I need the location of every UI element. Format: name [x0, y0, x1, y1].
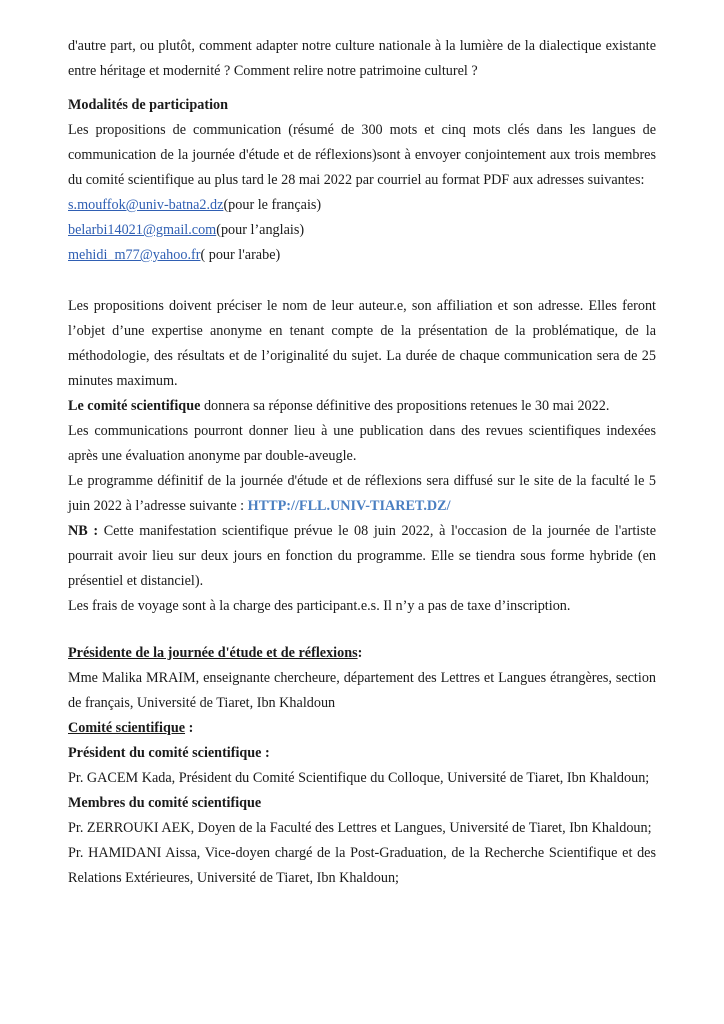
membres-heading: Membres du comité scientifique — [68, 795, 262, 811]
email-note-arabic: ( pour l'arabe) — [200, 247, 281, 263]
presidente-paragraph: Mme Malika MRAIM, enseignante chercheure, département des Lettres et Langues étrangères, section de français, Université de Tiaret, Ibn Khaldoun — [68, 670, 656, 711]
presidente-heading-colon: : — [357, 645, 363, 661]
nb-text: Cette manifestation scientifique prévue le 08 juin 2022, à l'occasion de la journée de l'artiste pourrait avoir lieu sur deux jours en fonction du programme. Elle se tiendra sous forme hybride (en présentiel et distanciel). — [68, 523, 656, 589]
programme-text: Le programme définitif de la journée d'étude et de réflexions sera diffusé sur le site de la faculté le 5 juin 2022 à l’adresse suivante : — [68, 473, 656, 514]
spacer — [68, 619, 656, 641]
membre-item: Pr. HAMIDANI Aissa, Vice-doyen chargé de la Post-Graduation, de la Recherche Scientifique et des Relations Extérieures, Université de Tiaret, Ibn Khaldoun; — [68, 845, 656, 886]
email-link-french[interactable]: s.mouffok@univ-batna2.dz — [68, 197, 224, 213]
faculty-website-link[interactable]: HTTP://FLL.UNIV-TIARET.DZ/ — [247, 498, 451, 514]
email-line-arabic — [68, 243, 656, 268]
comite-response-label: Le comité scientifique — [68, 398, 201, 414]
email-link-english[interactable]: belarbi14021@gmail.com — [68, 222, 217, 238]
nb-paragraph — [68, 519, 656, 594]
comite-response-paragraph — [68, 394, 656, 419]
comite-heading: Comité scientifique — [68, 720, 186, 736]
intro-paragraph: d'autre part, ou plutôt, comment adapter notre culture nationale à la lumière de la dialectique existante entre héritage et modernité ? Comment relire notre patrimoine culturel ? — [68, 38, 656, 79]
email-line-english — [68, 218, 656, 243]
nb-label: NB : — [68, 523, 99, 539]
presidente-heading: Présidente de la journée d'étude et de réflexions — [68, 645, 358, 661]
programme-paragraph — [68, 469, 656, 519]
email-line-french — [68, 193, 656, 218]
propositions-paragraph: Les propositions doivent préciser le nom de leur auteur.e, son affiliation et son adresse. Elles feront l’objet d’une expertise anonyme en tenant compte de la présentation de la problématique, de la méthodologie, des résultats et de l’originalité du sujet. La durée de chaque communication sera de 25 minutes maximum. — [68, 298, 656, 389]
email-note-french: (pour le français) — [223, 197, 322, 213]
comite-heading-line — [68, 716, 656, 741]
modalites-paragraph: Les propositions de communication (résumé de 300 mots et cinq mots clés dans les langues de communication de la journée d'étude et de réflexions)sont à envoyer conjointement aux trois membres du comité scientifique au plus tard le 28 mai 2022 par courriel au format PDF aux adresses suivantes: — [68, 122, 656, 188]
president-comite-paragraph: Pr. GACEM Kada, Président du Comité Scientifique du Colloque, Université de Tiaret, Ibn Khaldoun; — [68, 770, 650, 786]
modalites-heading: Modalités de participation — [68, 97, 228, 113]
president-comite-heading: Président du comité scientifique : — [68, 745, 270, 761]
membre-item: Pr. ZERROUKI AEK, Doyen de la Faculté des Lettres et Langues, Université de Tiaret, Ibn Khaldoun; — [68, 820, 652, 836]
presidente-heading-line — [68, 641, 656, 666]
publication-paragraph: Les communications pourront donner lieu à une publication dans des revues scientifiques indexées après une évaluation anonyme par double-aveugle. — [68, 423, 656, 464]
email-link-arabic[interactable]: mehidi_m77@yahoo.fr — [68, 247, 201, 263]
email-note-english: (pour l’anglais) — [216, 222, 305, 238]
spacer — [68, 268, 656, 294]
comite-response-text: donnera sa réponse définitive des propositions retenues le 30 mai 2022. — [200, 398, 610, 414]
spacer — [68, 84, 656, 93]
comite-heading-colon: : — [185, 720, 194, 736]
frais-paragraph: Les frais de voyage sont à la charge des participant.e.s. Il n’y a pas de taxe d’inscription. — [68, 598, 571, 614]
document-page — [68, 34, 656, 891]
